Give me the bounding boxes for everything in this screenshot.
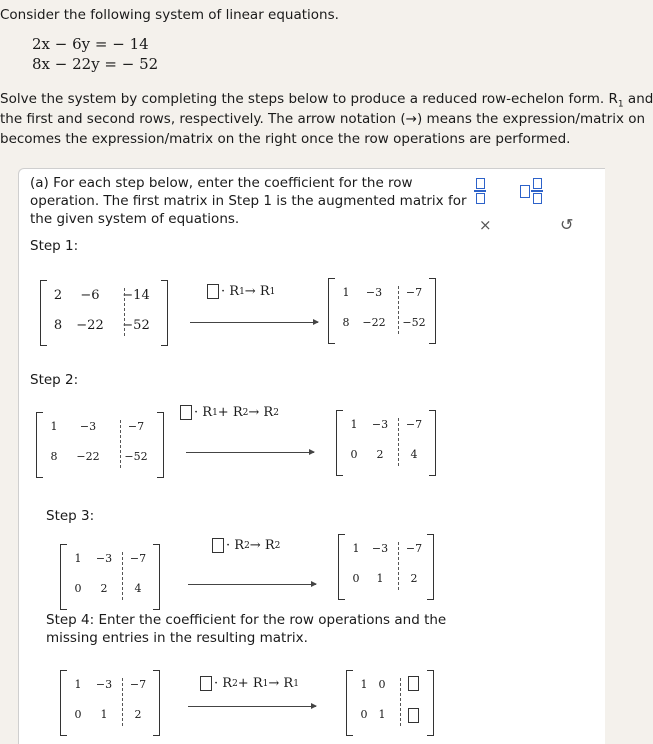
step-3-right-matrix (338, 534, 434, 598)
matrix-cell: −14 (122, 288, 150, 303)
matrix-cell: −3 (95, 552, 113, 565)
matrix-cell: −7 (405, 286, 423, 299)
op-arrow: → R (244, 284, 270, 299)
clear-button[interactable]: × (479, 216, 492, 234)
matrix-cell: −3 (95, 678, 113, 691)
instructions-end: and (623, 91, 653, 107)
instructions-subscript: 1 (617, 99, 624, 110)
matrix-cell: 0 (350, 448, 358, 461)
matrix-cell: 0 (74, 582, 82, 595)
part-a-text-2: operation. The first matrix in Step 1 is the augmented matrix for (30, 193, 467, 209)
matrix-cell: 0 (352, 572, 360, 585)
coefficient-input[interactable] (207, 284, 219, 299)
step-4-right-matrix (346, 670, 434, 734)
step-3-arrow (188, 584, 316, 585)
op-arrow: → R (249, 538, 275, 553)
matrix-cell: 1 (376, 572, 384, 585)
matrix-cell: 0 (360, 708, 368, 721)
step-1-arrow (190, 322, 318, 323)
matrix-cell: 1 (342, 286, 350, 299)
matrix-cell: −7 (127, 420, 145, 433)
op-sub: 1 (212, 407, 218, 418)
matrix-cell: 4 (134, 582, 142, 595)
math-toolbox (450, 168, 590, 236)
op-arrow: → R (268, 676, 294, 691)
matrix-cell: −7 (405, 542, 423, 555)
op-sub: 2 (232, 678, 238, 689)
matrix-cell: 1 (378, 708, 386, 721)
op-sub: 1 (239, 286, 245, 297)
matrix-cell: −3 (371, 542, 389, 555)
op-sub: 1 (293, 678, 299, 689)
matrix-cell: 1 (74, 678, 82, 691)
matrix-cell: 1 (50, 420, 58, 433)
step-2-arrow (186, 452, 314, 453)
step-4-label-2: missing entries in the resulting matrix. (46, 630, 308, 646)
op-arrow: → R (248, 405, 274, 420)
step-4-arrow (188, 706, 316, 707)
matrix-cell: −7 (129, 678, 147, 691)
matrix-cell: 1 (74, 552, 82, 565)
matrix-cell: 4 (410, 448, 418, 461)
equation-2: 8x − 22y = − 52 (32, 55, 159, 73)
instructions-text: Solve the system by completing the steps below to produce a reduced row-echelon form. R (0, 91, 618, 107)
op-text: · R (194, 405, 213, 420)
step-2-label: Step 2: (30, 372, 79, 388)
matrix-cell: −3 (371, 418, 389, 431)
op-sub: 2 (273, 407, 279, 418)
matrix-cell: −6 (80, 288, 100, 303)
step-3-left-matrix (60, 544, 160, 608)
step-4-row-operation (200, 676, 299, 691)
undo-button[interactable]: ↺ (560, 215, 574, 234)
op-sub: 1 (269, 286, 276, 297)
matrix-cell: 2 (100, 582, 108, 595)
coefficient-input[interactable] (200, 676, 212, 691)
matrix-cell: −3 (365, 286, 383, 299)
matrix-cell: 0 (74, 708, 82, 721)
step-4-left-matrix (60, 670, 160, 734)
step-2-right-matrix (336, 410, 436, 474)
matrix-cell: 1 (350, 418, 358, 431)
step-3-label: Step 3: (46, 508, 95, 524)
matrix-cell: −52 (124, 450, 148, 463)
step-1-label: Step 1: (30, 238, 79, 254)
op-sub: 2 (244, 540, 250, 551)
coefficient-input[interactable] (212, 538, 224, 553)
part-a-text-3: the given system of equations. (30, 211, 240, 227)
matrix-cell: −22 (362, 316, 386, 329)
step-3-row-operation (212, 538, 280, 553)
step-1-right-matrix (328, 278, 436, 342)
instructions-line-3: becomes the expression/matrix on the right once the row operations are performed. (0, 131, 571, 147)
matrix-cell: −52 (402, 316, 426, 329)
matrix-cell: 2 (410, 572, 418, 585)
op-text: · R (214, 676, 233, 691)
answer-input-row1[interactable] (408, 676, 419, 691)
step-1-left-matrix (40, 280, 168, 344)
matrix-cell: 1 (100, 708, 108, 721)
answer-input-row2[interactable] (408, 708, 419, 723)
coefficient-input[interactable] (180, 405, 192, 420)
matrix-cell: 1 (360, 678, 368, 691)
matrix-cell: −22 (76, 318, 104, 333)
step-2-row-operation (180, 405, 279, 420)
instructions-line-2: the first and second rows, respectively. The arrow notation (→) means the expression/matrix on (0, 111, 646, 127)
matrix-cell: 1 (352, 542, 360, 555)
op-text: + R (217, 405, 243, 420)
matrix-cell: 2 (53, 288, 63, 303)
matrix-cell: −52 (122, 318, 150, 333)
equation-1: 2x − 6y = − 14 (32, 35, 149, 53)
fraction-icon[interactable] (474, 178, 486, 204)
matrix-cell: 8 (342, 316, 350, 329)
step-1-row-operation (207, 284, 275, 299)
op-sub: 2 (274, 540, 281, 551)
matrix-cell: 8 (53, 318, 63, 333)
step-2-left-matrix (36, 412, 164, 476)
matrix-cell: −22 (76, 450, 100, 463)
op-text: + R (237, 676, 263, 691)
matrix-cell: 2 (376, 448, 384, 461)
step-4-label: Step 4: Enter the coefficient for the row operations and the (46, 612, 447, 628)
matrix-cell: 2 (134, 708, 142, 721)
intro-line: Consider the following system of linear equations. (0, 7, 339, 23)
op-sub: 1 (262, 678, 269, 689)
op-text: · R (221, 284, 240, 299)
matrix-cell: 8 (50, 450, 58, 463)
part-a-text-1: (a) For each step below, enter the coefficient for the row (30, 175, 413, 191)
matrix-cell: −3 (79, 420, 97, 433)
op-sub: 2 (242, 407, 249, 418)
matrix-cell: 0 (378, 678, 386, 691)
op-text: · R (226, 538, 245, 553)
matrix-cell: −7 (405, 418, 423, 431)
matrix-cell: −7 (129, 552, 147, 565)
